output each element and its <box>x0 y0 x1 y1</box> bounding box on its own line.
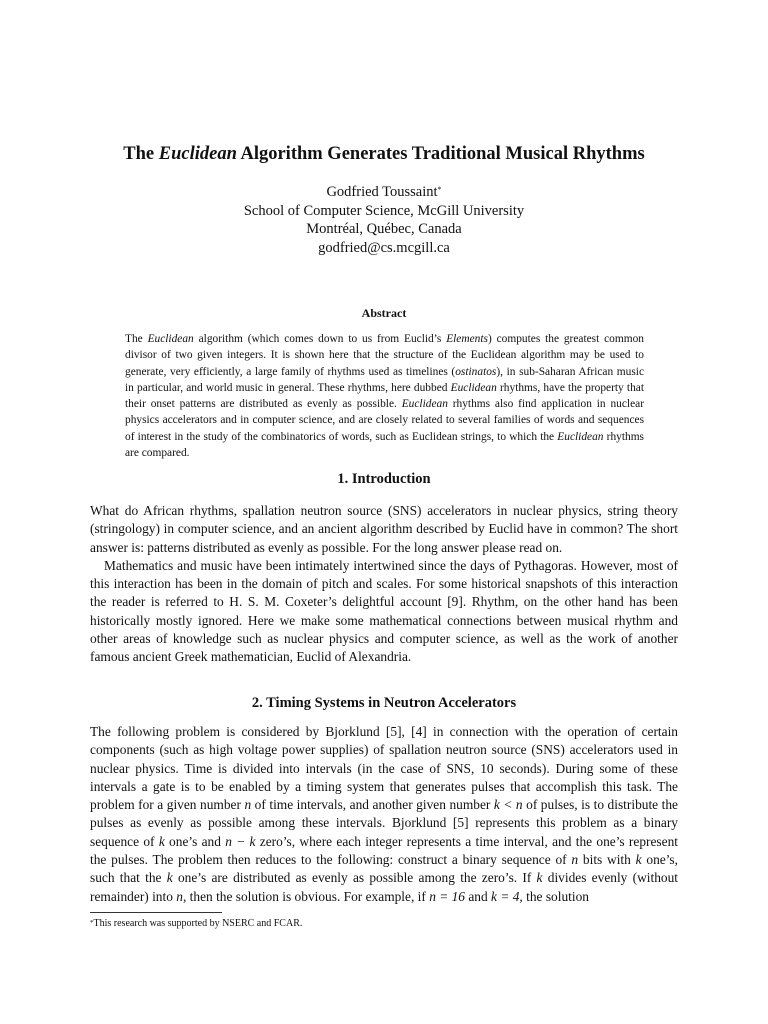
math-var: k <box>158 833 165 849</box>
math-var: n <box>176 888 183 904</box>
abstract-heading: Abstract <box>361 306 407 320</box>
section-heading-introduction: 1. Introduction <box>337 471 431 487</box>
section-body-introduction <box>90 502 678 667</box>
text-span: bits with <box>578 852 636 868</box>
text-span: of time intervals, and another given number <box>251 797 494 813</box>
abstract-span: algorithm (which comes down to us from Euclid’s <box>193 333 447 345</box>
abstract-span: The <box>125 333 148 345</box>
math-var: k <box>536 870 543 886</box>
math-var: k <box>166 870 173 886</box>
author-location: Montréal, Québec, Canada <box>306 221 462 237</box>
footnote <box>90 917 678 930</box>
text-span: one’s are distributed as evenly as possible among the zero’s. If <box>172 870 537 886</box>
abstract-emphasis: Euclidean <box>401 398 448 411</box>
footnote-marker: * <box>437 185 442 194</box>
math-var: k <box>635 852 642 868</box>
abstract-emphasis: Euclidean <box>557 430 604 443</box>
paragraph: Mathematics and music have been intimately intertwined since the days of Pythagoras. However, most of this interaction has been in the domain of pitch and scales. For some historical snapshots of this interaction the reader is referred to H. S. M. Coxeter’s delightful account [9]. Rhythm, on the other hand has been historically mostly ignored. Here we make some mathematical connections between musical rhythm and other areas of knowledge such as nuclear physics and computer science, as well as the work of another famous ancient Greek mathematician, Euclid of Alexandria. <box>90 557 678 665</box>
text-span: one’s and <box>164 833 226 849</box>
title-text: Algorithm Generates Traditional Musical Rhythms <box>236 144 645 164</box>
math-var: n = 16 <box>429 888 466 904</box>
math-var: n <box>571 852 579 868</box>
text-span: zero’s, where each integer represents a time interval, and the one’s represent the pulses. The problem then reduces to the following: construct a binary sequence of <box>90 833 678 868</box>
math-var: k = 4 <box>491 888 520 904</box>
footnote-divider <box>90 912 222 913</box>
math-var: n − k <box>225 833 256 849</box>
title-emphasis: Euclidean <box>158 144 237 164</box>
text-span: and <box>465 888 492 904</box>
abstract-emphasis: ostinatos <box>455 365 497 378</box>
author-name-text: Godfried Toussaint <box>326 184 438 200</box>
abstract-span: rhythms, have the property that their onset patterns are distributed as evenly as possible. <box>125 381 644 411</box>
paper-title <box>0 142 768 166</box>
text-span: , then the solution is obvious. For example, if <box>182 888 430 904</box>
footnote-text: This research was supported by NSERC and FCAR. <box>93 918 303 929</box>
math-var: k < n <box>493 797 523 813</box>
abstract-span: rhythms are compared. <box>125 430 644 460</box>
title-text: The <box>123 144 159 164</box>
abstract-span: ), in sub-Saharan African music in particular, and world music in general. These rhythms, here dubbed <box>125 365 644 394</box>
paragraph <box>90 723 678 906</box>
author-block <box>0 183 768 257</box>
text-span: divides evenly (without remainder) into <box>90 870 679 904</box>
author-email: godfried@cs.mcgill.ca <box>318 239 450 256</box>
abstract-emphasis: Euclidean <box>147 333 194 345</box>
paragraph: What do African rhythms, spallation neutron source (SNS) accelerators in nuclear physics, string theory (stringology) in computer science, and an ancient algorithm described by Euclid have in common? The short answer is: patterns distributed as evenly as possible. For the long answer please read on. <box>90 503 678 555</box>
section-heading-timing-systems: 2. Timing Systems in Neutron Accelerators <box>251 695 517 711</box>
text-span: The following problem is considered by Bjorklund [5], [4] in connection with the operation of certain components (such as high voltage power supplies) of spallation neutron source (SNS) accelerators used in nuclear physics. Time is divided into intervals (in the case of SNS, 10 seconds). During some of these intervals a gate is to be enabled by a timing system that generates pulses that accomplish this task. The problem for a given number <box>90 724 678 813</box>
abstract-text <box>125 331 644 461</box>
text-span: of pulses, is to distribute the pulses as evenly as possible among these intervals. Bjorklund [5] represents this problem as a binary sequence of <box>90 797 679 849</box>
footnote-marker: * <box>90 919 94 927</box>
abstract-emphasis: Elements <box>446 333 488 345</box>
math-var: n <box>244 797 252 813</box>
abstract-span: rhythms also find application in nuclear physics accelerators and in computer science, and are closely related to several families of words and sequences of interest in the study of the combinatorics of words, such as Euclidean strings, to which the <box>125 398 644 443</box>
author-affiliation: School of Computer Science, McGill University <box>243 202 525 219</box>
text-span: one’s, such that the <box>90 852 678 886</box>
section-body-timing-systems <box>90 723 678 906</box>
author-name <box>0 183 768 202</box>
abstract-span: ) computes the greatest common divisor of two given integers. It is shown here that the structure of the Euclidean algorithm may be used to generate, very efficiently, a large family of rhythms used as timelines ( <box>125 333 644 378</box>
text-span: , the solution <box>519 888 589 904</box>
abstract-emphasis: Euclidean <box>450 381 497 394</box>
